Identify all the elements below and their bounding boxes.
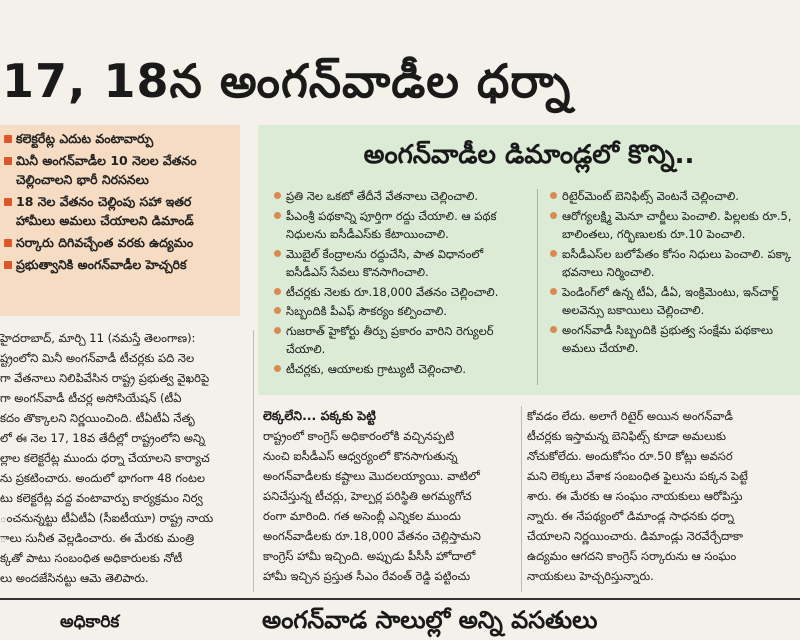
round-bullet-icon	[274, 307, 281, 314]
summary-item-continued	[2, 212, 236, 230]
article-line: లో ఈ నెల 17, 18వ తేదీల్లో రాష్ట్రంలోని అన్ని	[0, 431, 205, 445]
demands-title: అంగన్‌వాడీల డిమాండ్లలో కొన్ని..	[363, 140, 695, 170]
column-rule	[521, 406, 522, 592]
demand-item	[548, 283, 792, 320]
summary-item	[2, 193, 236, 211]
summary-item	[2, 130, 236, 148]
demands-left-column	[272, 187, 522, 379]
round-bullet-icon	[274, 288, 281, 295]
round-bullet-icon	[274, 327, 281, 334]
article-line: హామీ ఇచ్చిన ప్రస్తుత సీఎం రేవంత్ రెడ్డి పట్టించు	[263, 569, 471, 583]
demand-item	[272, 283, 522, 302]
demand-item	[272, 302, 522, 321]
demand-item	[548, 321, 792, 358]
article-line: నోచుకోలేదు. అందుకోసం రూ.50 కోట్లు అవసర	[527, 449, 733, 463]
demand-text: అంగన్‌వాడీ సిబ్బందికి ప్రభుత్వ సంక్షేమ పథకాలు అమలు చేయాలి.	[562, 322, 773, 355]
demand-item	[272, 322, 522, 359]
article-line: మని లెక్కలు వేశాక సంబంధిత ఫైలును పక్కన పెట్టే	[527, 469, 748, 483]
round-bullet-icon	[274, 365, 281, 372]
round-bullet-icon	[274, 212, 281, 219]
article-line: హైదరాబాద్, మార్చి 11 (నమస్తే తెలంగాణ):	[0, 331, 196, 345]
article-column-2	[263, 406, 518, 586]
square-bullet-icon	[4, 261, 12, 269]
demand-item	[548, 187, 792, 206]
round-bullet-icon	[274, 250, 281, 257]
summary-text: ప్రభుత్వానికి అంగన్‌వాడీల హెచ్చరిక	[16, 257, 187, 272]
demand-text: మొబైల్ కేంద్రాలను రద్దుచేసి, పాత విధానంలో ఐసీడీఎస్ సేవలు కొనసాగించాలి.	[286, 246, 484, 279]
demand-text: సిబ్బందికి పీఎఫ్ సౌకర్యం కల్పించాలి.	[286, 304, 447, 318]
article-subhead: లెక్కలేని... పక్కకు పెట్టి	[263, 408, 376, 423]
article-line: పనిచేస్తున్న టీచర్లు, హెల్పర్ల పరిస్థితి అగమ్యగోచ	[263, 489, 472, 503]
footer-right-heading: అంగన్‌వాడ సాలుల్లో అన్ని వసతులు	[262, 606, 598, 634]
article-line: క్కతో పాటు సంబంధిత అధికారులకు నోటీ	[0, 551, 183, 565]
square-bullet-icon	[4, 239, 12, 247]
round-bullet-icon	[550, 212, 557, 219]
article-line: లు అందజేసినట్టు ఆమె తెలిపారు.	[0, 571, 149, 585]
article-line: కోవడం లేదు. అలాగే రిటైర్ అయిన అంగన్‌వాడీ	[527, 409, 734, 423]
summary-box	[0, 125, 240, 316]
square-bullet-icon	[4, 157, 12, 165]
demand-item	[272, 187, 522, 206]
demand-item	[272, 207, 522, 244]
demand-text: ప్రతి నెల ఒకటో తేదీనే వేతనాలు చెల్లించాలి.	[286, 189, 479, 203]
column-rule	[253, 330, 254, 592]
square-bullet-icon	[4, 198, 12, 206]
summary-text: సర్కారు దిగివచ్చేంత వరకు ఉద్యమం	[16, 235, 194, 250]
summary-text: మినీ అంగన్‌వాడీల 10 నెలల వేతనం	[16, 153, 197, 168]
article-line: కదం తొక్కాలని నిర్ణయించింది. టీఏటీఏ నేతృ	[0, 411, 195, 425]
summary-text: 18 నెల వేతనం చెల్లింపు సహా ఇతర	[16, 194, 192, 209]
demand-item	[272, 360, 522, 379]
article-line: అంగన్‌వాడీలకు రూ.18,000 వేతనం చెల్లిస్తామని	[263, 529, 481, 543]
demand-text: రిటైర్‌మెంట్ బెనిఫిట్స్ వెంటనే చెల్లించాలి.	[562, 189, 739, 203]
round-bullet-icon	[550, 326, 557, 333]
summary-item	[2, 152, 236, 170]
demand-text: ఆరోగ్యలక్ష్మి మెనూ చార్జీలు పెంచాలి. పిల్లలకు రూ.5, బాలింతలు, గర్భిణులకు రూ.10 పెంచాలి.	[562, 208, 792, 241]
article-line: ాలు సునీత వెల్లడించారు. ఈ మేరకు మంత్రి	[0, 531, 195, 545]
bottom-rule	[0, 598, 800, 600]
demand-text: టీచర్లకు, ఆయాలకు గ్రాట్యుటీ చెల్లించాలి.	[286, 361, 466, 376]
article-line: శారు. ఈ మేరకు ఆ సంఘం నాయకులు ఆరోపిస్తు	[527, 489, 743, 503]
article-line: ఉద్యమం ఆగదని కాంగ్రెస్ సర్కారును ఆ సంఘం	[527, 549, 737, 563]
article-line: న్నారు. ఈ నేపథ్యంలో డిమాండ్ల సాధనకు ధర్నా	[527, 509, 735, 523]
summary-item-continued	[2, 171, 236, 189]
demand-text: పెండింగ్‌లో ఉన్న టీఏ, డీఏ, ఇంక్రిమెంటు, ఇన్‌చార్జ్ అలవెన్సు బకాయిలు చెల్లించాలి.	[562, 284, 779, 317]
article-line: ష్ట్రంలోని మినీ అంగన్‌వాడీ టీచర్లకు పది నెల	[0, 351, 195, 365]
top-strip	[0, 0, 800, 34]
article-line: నాయకులు హెచ్చరిస్తున్నారు.	[527, 569, 654, 583]
article-column-3	[527, 406, 789, 586]
article-line: నుంచి ఐసీడీఎస్ ఆధ్వర్యంలో కొనసాగుతున్న	[263, 449, 458, 463]
article-line: టు కలెక్టరేట్ల వద్ద వంటావార్పు కార్యక్రమం నిర్వ	[0, 491, 203, 505]
article-line: గా అంగన్‌వాడీ టీచర్ల అసోసియేషన్ (టీఏ	[0, 391, 182, 405]
summary-text: చెల్లించాలని భారీ నిరసనలు	[16, 172, 149, 187]
article-line: కాంగ్రెస్ హామీ ఇచ్చింది. అప్పుడు పీసీసీ హోదాలో	[263, 549, 476, 563]
headline: 17, 18న అంగన్‌వాడీల ధర్నా	[2, 54, 572, 108]
demand-text: గుజరాత్ హైకోర్టు తీర్పు ప్రకారం వారిని రెగ్యులర్ చేయాలి.	[286, 323, 494, 356]
round-bullet-icon	[274, 192, 281, 199]
footer-left-heading: అధికారిక	[60, 612, 120, 632]
demand-text: పీఎంశ్రీ పథకాన్ని పూర్తిగా రద్దు చేయాలి. ఆ పథక నిధులను ఐసీడీఎస్‌కు కేటాయించాలి.	[286, 208, 497, 241]
article-line: అంగన్‌వాడీలకు కష్టాలు మొదలయ్యాయి. వాటిలో	[263, 469, 480, 483]
demand-item	[548, 207, 792, 244]
demand-item	[548, 245, 792, 282]
demand-text: టీచర్లకు నెలకు రూ.18,000 వేతనం చెల్లించాలి.	[286, 284, 499, 299]
demand-item	[272, 245, 522, 282]
summary-item	[2, 256, 236, 274]
article-line: చేయాలని నిర్ణయించారు. డిమాండ్లు నెరవేర్చేదాకా	[527, 529, 743, 543]
article-line: ల్లాల కలెక్టరేట్ల ముందు ధర్నా చేయాలని కార్యాచ	[0, 451, 210, 465]
round-bullet-icon	[550, 192, 557, 199]
summary-item	[2, 234, 236, 252]
square-bullet-icon	[4, 135, 12, 143]
round-bullet-icon	[550, 250, 557, 257]
article-line: రంగా మారింది. గత అసెంబ్లీ ఎన్నికల ముందు	[263, 509, 461, 523]
article-line: టీచర్లకు ఇస్తామన్న బెనిఫిట్స్ కూడా అమలుకు	[527, 429, 726, 443]
column-divider	[537, 189, 538, 385]
article-line: ను ప్రకటించారు. అందులో భాగంగా 48 గంటల	[0, 471, 205, 485]
article-line: ంచనున్నట్టు టీఏటీఏ (సీఐటీయూ) రాష్ట్ర నాయ	[0, 511, 214, 525]
summary-text: హామీలు అమలు చేయాలని డిమాండ్	[16, 213, 194, 228]
demands-box	[258, 125, 800, 395]
demands-right-column	[548, 187, 792, 359]
article-column-1	[0, 328, 246, 588]
demand-text: ఐసీడీఎస్‌ల బలోపేతం కోసం నిధులు పెంచాలి. పక్కా భవనాలు నిర్మించాలి.	[562, 246, 792, 279]
article-line: గా వేతనాలు నిలిపివేసిన రాష్ట్ర ప్రభుత్వ వైఖరిపై	[0, 371, 210, 385]
article-line: రాష్ట్రంలో కాంగ్రెస్ అధికారంలోకి వచ్చినప్పటి	[263, 429, 455, 443]
summary-text: కలెక్టరేట్ల ఎదుట వంటావార్పు	[16, 131, 154, 146]
round-bullet-icon	[550, 288, 557, 295]
